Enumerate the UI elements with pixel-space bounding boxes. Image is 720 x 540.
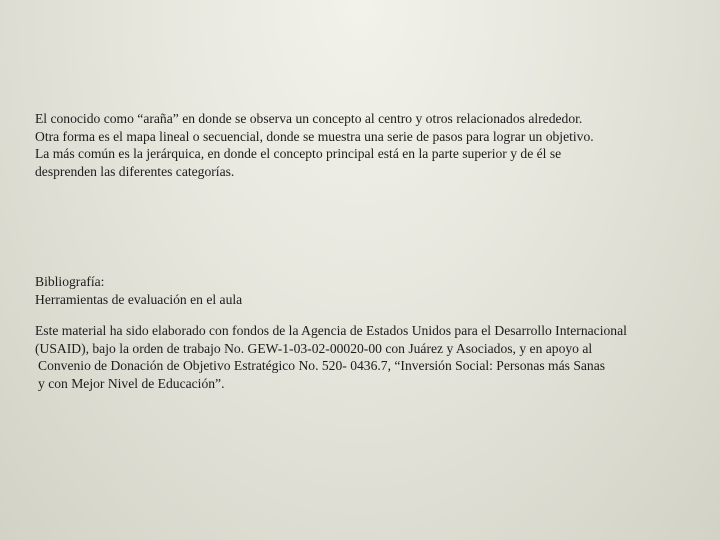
credits-line: y con Mejor Nivel de Educación”. [38, 375, 225, 391]
credits-line: (USAID), bajo la orden de trabajo No. GEW-1-03-02-00020-00 con Juárez y Asociados, y en apoyo al [35, 340, 593, 356]
paragraph-line: El conocido como “araña” en donde se observa un concepto al centro y otros relacionados alrededor. [35, 111, 583, 126]
credits-line: Convenio de Donación de Objetivo Estratégico No. 520- 0436.7, “Inversión Social: Personas más Sanas [38, 358, 606, 373]
credits-line: Este material ha sido elaborado con fondos de la Agencia de Estados Unidos para el Desarrollo Internacional [35, 323, 627, 338]
paragraph-line: La más común es la jerárquica, en donde el concepto principal está en la parte superior y de él se [35, 146, 562, 161]
paragraph-line: Otra forma es el mapa lineal o secuencial, donde se muestra una serie de pasos para lograr un objetivo. [35, 128, 594, 144]
bibliography-section [35, 273, 695, 308]
funding-credits-paragraph [35, 322, 695, 392]
paragraph-line: desprenden las diferentes categorías. [35, 163, 235, 179]
bibliography-heading: Bibliografía: [35, 274, 105, 289]
bibliography-reference: Herramientas de evaluación en el aula [35, 291, 243, 307]
concept-map-types-paragraph [35, 110, 695, 180]
